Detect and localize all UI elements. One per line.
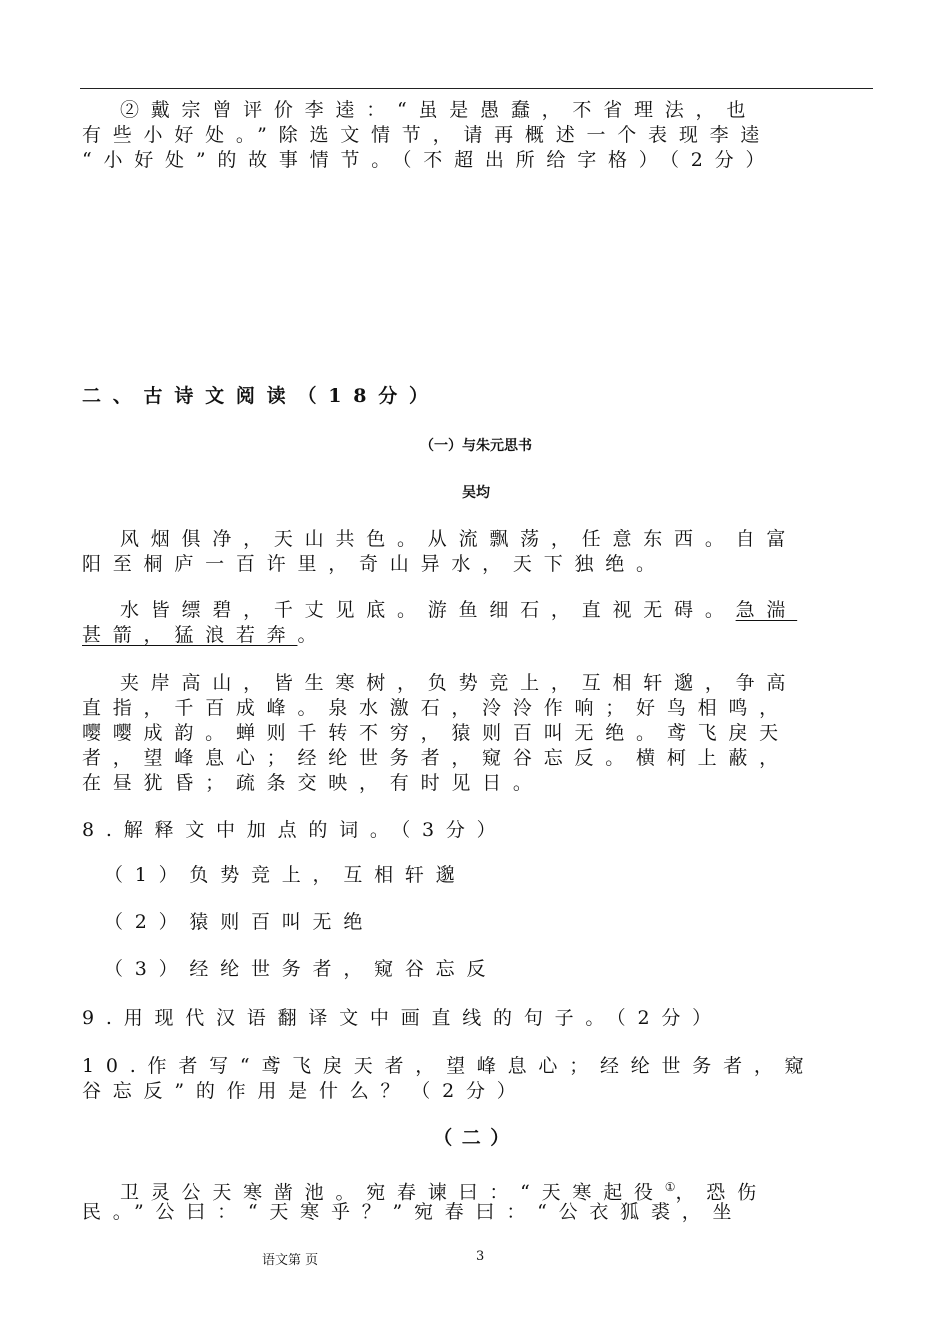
passage-2-line-2: 民。”公曰：“天寒乎？”宛春曰：“公衣狐裘，坐: [82, 1201, 744, 1223]
passage-1-p1-line-1: 风烟俱净，天山共色。从流飘荡，任意东西。自富: [120, 528, 798, 550]
question-8-2: （2）猿则百叫无绝: [104, 911, 375, 933]
q7-line-1: ②戴宗曾评价李逵：“虽是愚蠢，不省理法，也: [120, 99, 758, 121]
q7-line-2: 有些小好处。”除选文情节，请再概述一个表现李逵: [82, 124, 772, 146]
passage-1-p3-line-4: 者，望峰息心；经纶世务者，窥谷忘反。横柯上蔽，: [82, 747, 790, 769]
passage-2-line-1-end: ，恐伤: [675, 1181, 768, 1204]
passage-1-p2-line-1: [82, 598, 870, 623]
section-2-title: 二、古诗文阅读（18分）: [82, 385, 440, 407]
question-10-line-1: 10.作者写“鸢飞戾天者，望峰息心；经纶世务者，窥: [82, 1055, 816, 1077]
question-8-1: （1）负势竞上，互相轩邈: [104, 864, 467, 886]
question-8-3: （3）经纶世务者，窥谷忘反: [104, 958, 498, 980]
passage-1-p1-line-2: 阳至桐庐一百许里，奇山异水，天下独绝。: [82, 553, 667, 575]
footer-label: 语文第 页: [262, 1253, 319, 1268]
passage-2-line-1-text: 卫灵公天寒凿池。宛春谏曰：“天寒起役: [120, 1181, 665, 1204]
passage-1-p3-line-3: 嘤嘤成韵。蝉则千转不穷，猿则百叫无绝。鸢飞戾天: [82, 722, 790, 744]
question-8: 8.解释文中加点的词。（3分）: [82, 819, 508, 841]
top-rule: [80, 88, 873, 89]
passage-1-title: （一）与朱元思书: [420, 438, 532, 454]
passage-1-p3-line-5: 在昼犹昏；疏条交映，有时见日。: [82, 772, 544, 794]
q7-line-3: “小好处”的故事情节。（不超出所给字格）（2分）: [82, 149, 777, 171]
page-number: 3: [476, 1249, 485, 1264]
footnote-marker: ①: [664, 1180, 676, 1194]
underlined-sentence-part-1: 急湍: [735, 599, 798, 621]
underlined-sentence-part-2: 甚箭，猛浪若奔: [82, 624, 298, 646]
passage-1-p2-line-2: [82, 623, 870, 648]
question-9: 9.用现代汉语翻译文中画直线的句子。（2分）: [82, 1007, 723, 1029]
passage-1-author: 吴均: [462, 485, 490, 501]
passage-2-title: （二）: [433, 1127, 519, 1149]
p2-plain-text: 水皆缥碧，千丈见底。游鱼细石，直视无碍。: [120, 599, 736, 621]
passage-1-p3-line-1: 夹岸高山，皆生寒树，负势竞上，互相轩邈，争高: [120, 672, 798, 694]
p2-end-punct: 。: [297, 624, 329, 646]
question-10-line-2: 谷忘反”的作用是什么？（2分）: [82, 1080, 528, 1102]
passage-1-p3-line-2: 直指，千百成峰。泉水激石，泠泠作响；好鸟相鸣，: [82, 697, 790, 719]
